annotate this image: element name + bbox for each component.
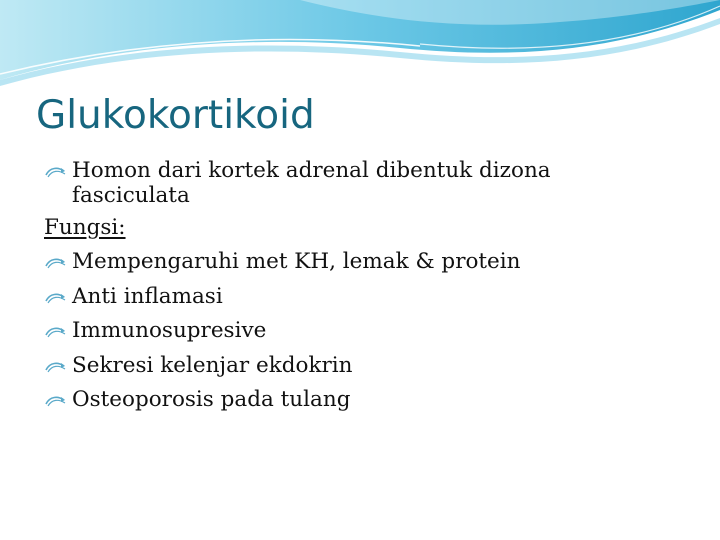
curved-arrows-icon (44, 323, 68, 339)
bullet-text-continuation: fasciculata (72, 182, 190, 208)
bullet-text: Anti inflamasi (72, 283, 223, 309)
curved-arrows-icon (44, 392, 68, 408)
bullet-item (44, 349, 684, 384)
slide-body (44, 154, 684, 418)
bullet-item (44, 314, 684, 349)
bullet-item (44, 245, 684, 280)
bullet-item (44, 383, 684, 418)
curved-arrows-icon (44, 254, 68, 270)
curved-arrows-icon (44, 163, 68, 179)
bullet-item (44, 154, 684, 209)
bullet-item (44, 280, 684, 315)
header-wave-decoration (0, 0, 720, 90)
bullet-text: Homon dari kortek adrenal dibentuk dizona (72, 158, 551, 183)
bullet-text: Mempengaruhi met KH, lemak & protein (72, 249, 521, 274)
slide-title: Glukokortikoid (36, 93, 315, 138)
section-heading: Fungsi: (44, 214, 126, 240)
bullet-text: Osteoporosis pada tulang (72, 387, 351, 412)
bullet-text: Sekresi kelenjar ekdokrin (72, 352, 353, 378)
curved-arrows-icon (44, 358, 68, 374)
bullet-text: Immunosupresive (72, 318, 267, 343)
curved-arrows-icon (44, 289, 68, 305)
